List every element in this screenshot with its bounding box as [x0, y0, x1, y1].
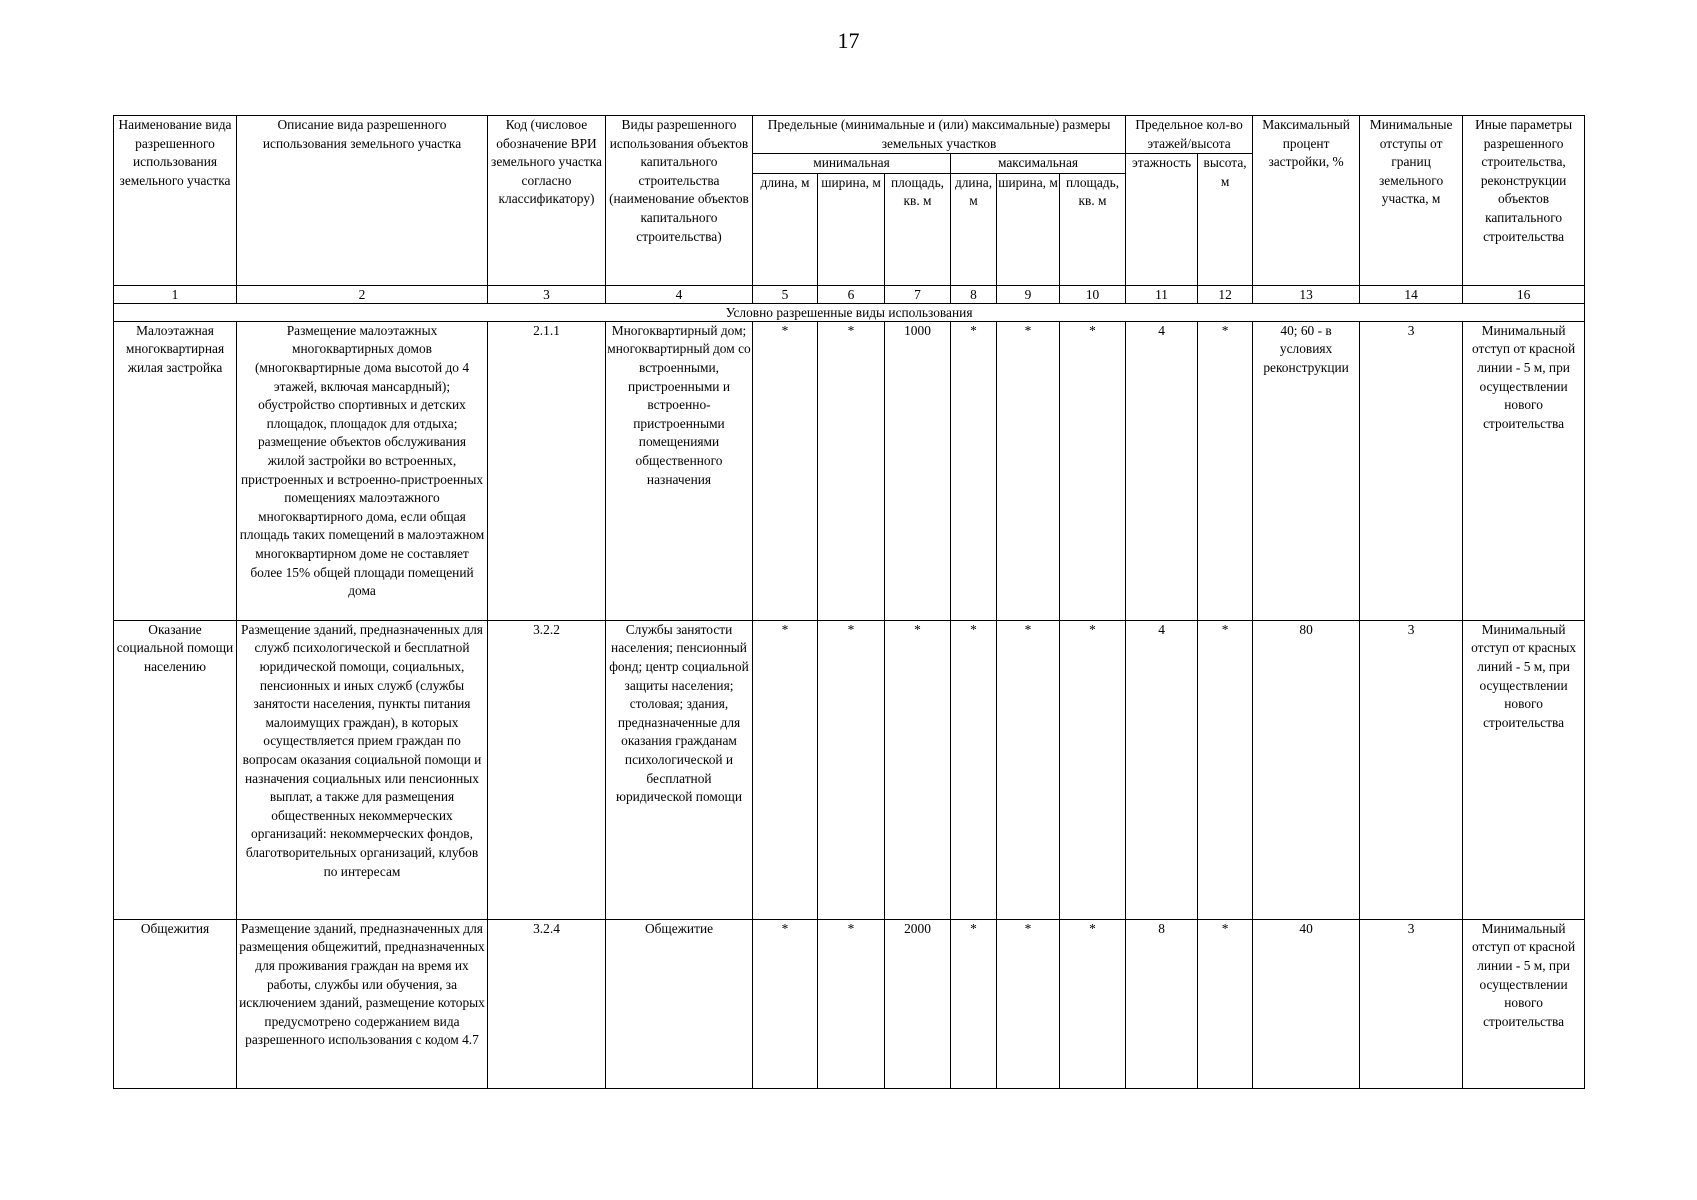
max-area-cell: * [1060, 620, 1126, 919]
header-floors-height: Предельное кол-во этажей/высота [1126, 116, 1253, 154]
column-number: 10 [1060, 285, 1126, 303]
min-length-cell: * [753, 321, 818, 620]
header-max-area: площадь, кв. м [1060, 173, 1126, 285]
column-numbers-row [114, 285, 1585, 303]
min-length-cell: * [753, 620, 818, 919]
vri-name-cell: Малоэтажная многоквартирная жилая застройка [114, 321, 237, 620]
floors-cell: 4 [1126, 321, 1198, 620]
header-min-setbacks: Минимальные отступы от границ земельного участка, м [1360, 116, 1463, 286]
min-area-cell: 2000 [885, 919, 951, 1088]
header-min-length: длина, м [753, 173, 818, 285]
min-setback-cell: 3 [1360, 321, 1463, 620]
header-height: высота, м [1198, 154, 1253, 286]
section-row [114, 303, 1585, 321]
max-width-cell: * [997, 919, 1060, 1088]
column-number: 14 [1360, 285, 1463, 303]
column-number: 4 [606, 285, 753, 303]
min-setback-cell: 3 [1360, 620, 1463, 919]
header-floors: этажность [1126, 154, 1198, 286]
oks-types-cell: Службы занятости населения; пенсионный фонд; центр социальной защиты населения; столовая; здания, предназначенные для оказания гражданам психологической и бесплатной юридической помощи [606, 620, 753, 919]
column-number: 6 [818, 285, 885, 303]
column-number: 13 [1253, 285, 1360, 303]
height-cell: * [1198, 321, 1253, 620]
max-coverage-cell: 80 [1253, 620, 1360, 919]
max-length-cell: * [951, 620, 997, 919]
min-setback-cell: 3 [1360, 919, 1463, 1088]
vri-code-cell: 3.2.4 [488, 919, 606, 1088]
column-number: 9 [997, 285, 1060, 303]
header-row-1 [114, 116, 1585, 154]
column-number: 12 [1198, 285, 1253, 303]
header-other-params: Иные параметры разрешенного строительства, реконструкции объектов капитального строительства [1463, 116, 1585, 286]
land-use-regulations-table [113, 115, 1585, 1089]
other-params-cell: Минимальный отступ от красной линии - 5 м, при осуществлении нового строительства [1463, 321, 1585, 620]
max-width-cell: * [997, 620, 1060, 919]
header-max-width: ширина, м [997, 173, 1060, 285]
vri-description-cell: Размещение малоэтажных многоквартирных домов (многоквартирные дома высотой до 4 этажей, включая мансардный); обустройство спортивных и детских площадок, площадок для отдыха; размещение объектов обслуживания жилой застройки во встроенных, пристроенных и встроенно-пристроенных помещениях малоэтажного многоквартирного дома, если общая площадь таких помещений в малоэтажном многоквартирном доме не составляет более 15% общей площади помещений дома [237, 321, 488, 620]
max-coverage-cell: 40; 60 - в условиях реконструкции [1253, 321, 1360, 620]
header-min-area: площадь, кв. м [885, 173, 951, 285]
header-vri-code: Код (числовое обозначение ВРИ земельного участка согласно классификатору) [488, 116, 606, 286]
column-number: 7 [885, 285, 951, 303]
header-oks-types: Виды разрешенного использования объектов капитального строительства (наименование объектов капитального строительства) [606, 116, 753, 286]
max-length-cell: * [951, 919, 997, 1088]
column-number: 3 [488, 285, 606, 303]
min-width-cell: * [818, 620, 885, 919]
table-row [114, 321, 1585, 620]
column-number: 8 [951, 285, 997, 303]
max-area-cell: * [1060, 919, 1126, 1088]
min-area-cell: 1000 [885, 321, 951, 620]
column-number: 11 [1126, 285, 1198, 303]
min-length-cell: * [753, 919, 818, 1088]
column-number: 16 [1463, 285, 1585, 303]
header-plot-size-limits: Предельные (минимальные и (или) максимальные) размеры земельных участков [753, 116, 1126, 154]
oks-types-cell: Многоквартирный дом; многоквартирный дом со встроенными, пристроенными и встроенно-пристроенными помещениями общественного назначения [606, 321, 753, 620]
height-cell: * [1198, 620, 1253, 919]
other-params-cell: Минимальный отступ от красных линий - 5 м, при осуществлении нового строительства [1463, 620, 1585, 919]
min-width-cell: * [818, 321, 885, 620]
floors-cell: 8 [1126, 919, 1198, 1088]
section-title: Условно разрешенные виды использования [114, 303, 1585, 321]
max-length-cell: * [951, 321, 997, 620]
table-row [114, 919, 1585, 1088]
max-area-cell: * [1060, 321, 1126, 620]
table-row [114, 620, 1585, 919]
vri-name-cell: Оказание социальной помощи населению [114, 620, 237, 919]
vri-code-cell: 2.1.1 [488, 321, 606, 620]
header-max-length: длина, м [951, 173, 997, 285]
column-number: 5 [753, 285, 818, 303]
min-area-cell: * [885, 620, 951, 919]
header-max-coverage: Максимальный процент застройки, % [1253, 116, 1360, 286]
page-number: 17 [837, 28, 860, 53]
other-params-cell: Минимальный отступ от красной линии - 5 м, при осуществлении нового строительства [1463, 919, 1585, 1088]
oks-types-cell: Общежитие [606, 919, 753, 1088]
vri-code-cell: 3.2.2 [488, 620, 606, 919]
min-width-cell: * [818, 919, 885, 1088]
max-width-cell: * [997, 321, 1060, 620]
floors-cell: 4 [1126, 620, 1198, 919]
column-number: 2 [237, 285, 488, 303]
column-number: 1 [114, 285, 237, 303]
header-min-width: ширина, м [818, 173, 885, 285]
header-vri-description: Описание вида разрешенного использования земельного участка [237, 116, 488, 286]
header-vri-name: Наименование вида разрешенного использования земельного участка [114, 116, 237, 286]
vri-description-cell: Размещение зданий, предназначенных для служб психологической и бесплатной юридической помощи, социальных, пенсионных и иных служб (службы занятости населения, пункты питания малоимущих граждан), в которых осуществляется прием граждан по вопросам оказания социальной помощи и назначения социальных или пенсионных выплат, а также для размещения общественных некоммерческих организаций: некоммерческих фондов, благотворительных организаций, клубов по интересам [237, 620, 488, 919]
vri-name-cell: Общежития [114, 919, 237, 1088]
vri-description-cell: Размещение зданий, предназначенных для размещения общежитий, предназначенных для проживания граждан на время их работы, службы или обучения, за исключением зданий, размещение которых предусмотрено содержанием вида разрешенного использования с кодом 4.7 [237, 919, 488, 1088]
max-coverage-cell: 40 [1253, 919, 1360, 1088]
header-minimum: минимальная [753, 154, 951, 174]
header-maximum: максимальная [951, 154, 1126, 174]
height-cell: * [1198, 919, 1253, 1088]
